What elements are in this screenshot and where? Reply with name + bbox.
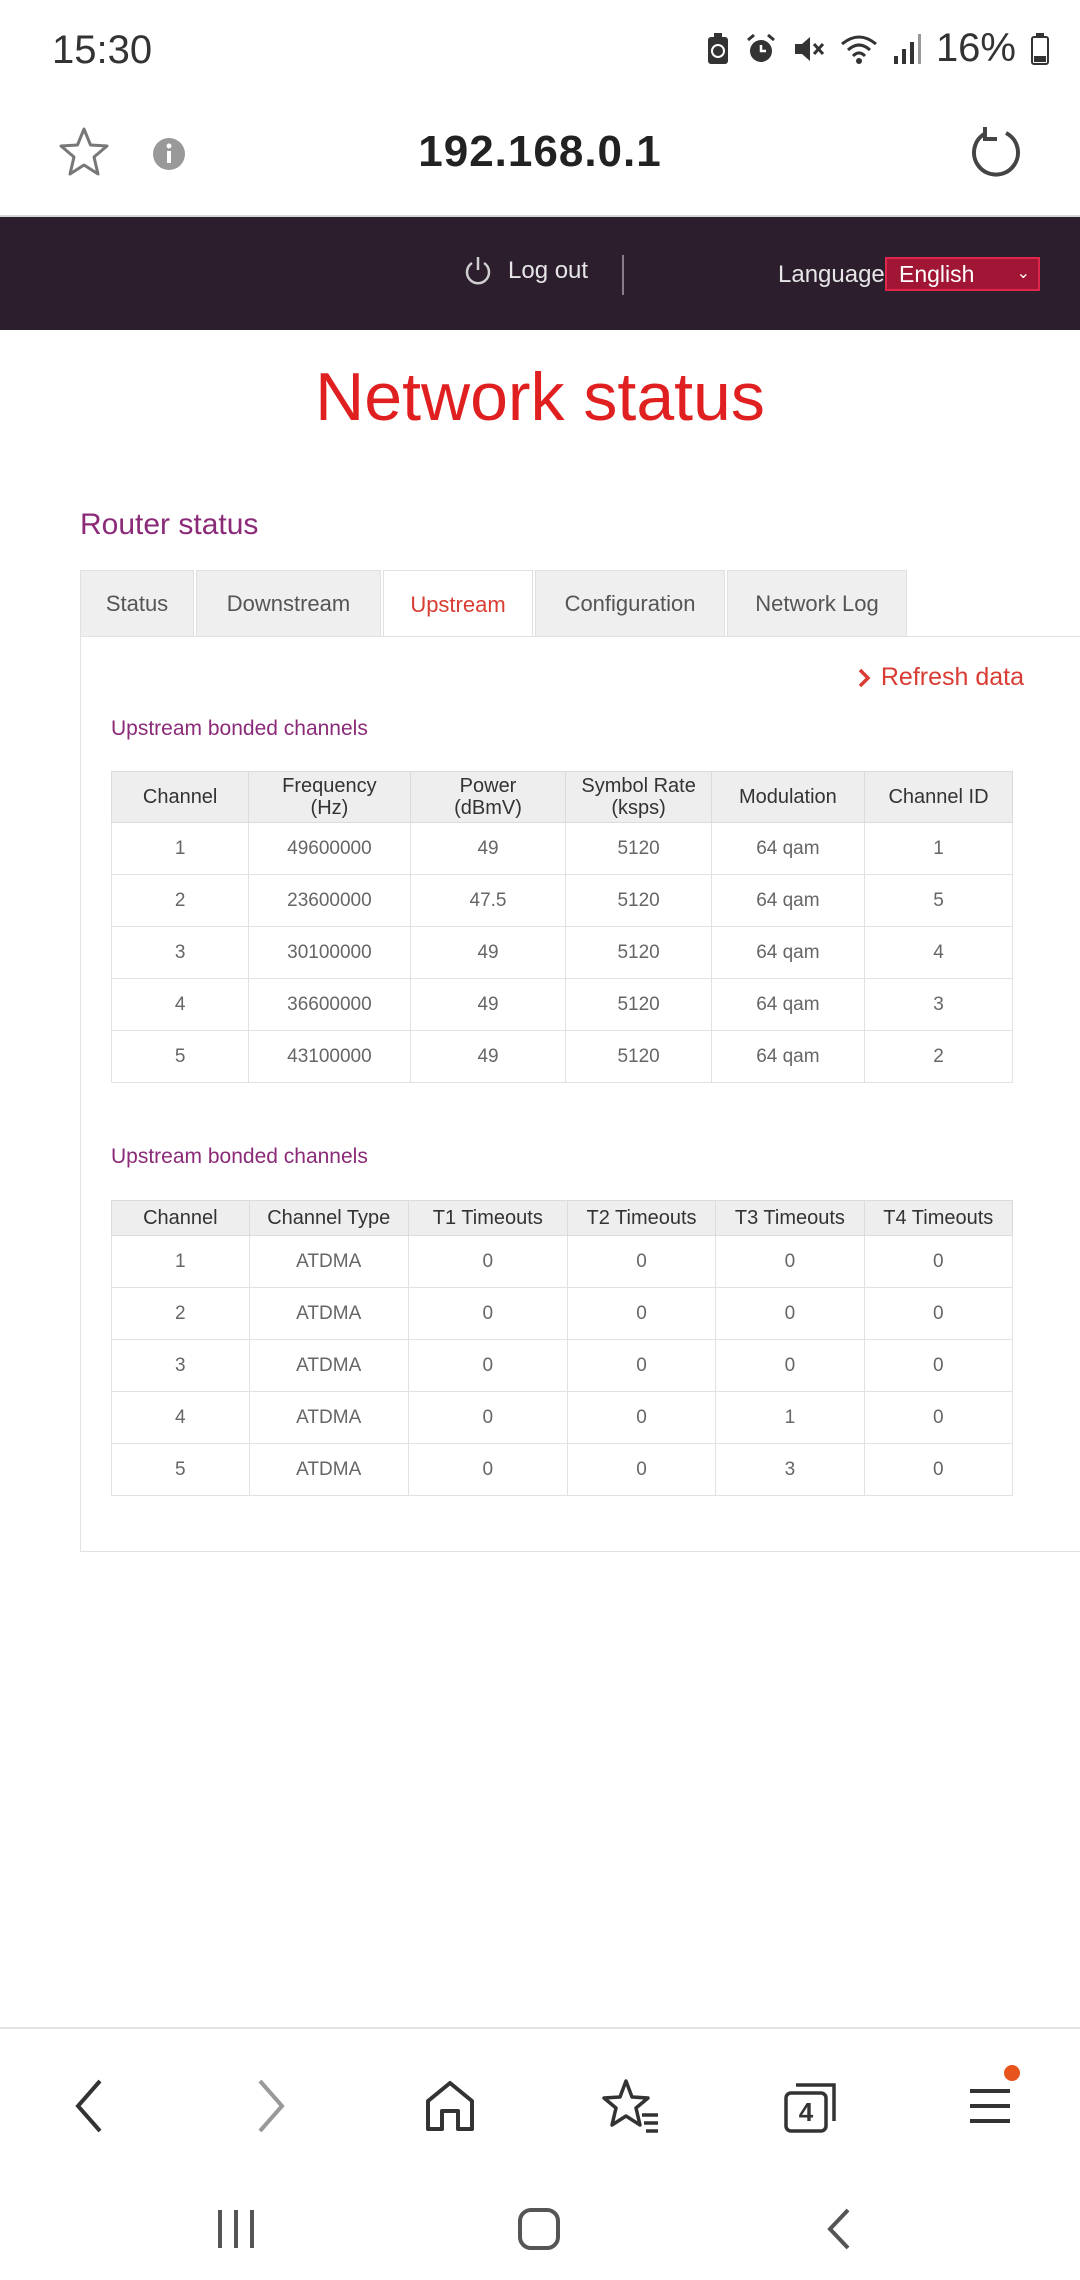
battery-icon bbox=[1030, 32, 1050, 66]
system-home-icon[interactable] bbox=[514, 2204, 564, 2254]
table-cell: 64 qam bbox=[711, 979, 864, 1031]
column-header bbox=[566, 772, 711, 823]
page-title: Network status bbox=[315, 359, 765, 435]
table-cell: 0 bbox=[567, 1340, 715, 1392]
table-cell: 64 qam bbox=[711, 1031, 864, 1083]
column-header bbox=[112, 772, 249, 823]
table-cell: 0 bbox=[567, 1288, 715, 1340]
table-cell: 3 bbox=[112, 927, 249, 979]
table-cell: 0 bbox=[864, 1444, 1012, 1496]
table-cell: ATDMA bbox=[249, 1392, 408, 1444]
language-label: Language bbox=[778, 261, 885, 288]
language-value: English bbox=[899, 261, 975, 287]
table-cell: 0 bbox=[408, 1392, 567, 1444]
table-cell: 23600000 bbox=[249, 875, 410, 927]
column-header-text: Power bbox=[459, 775, 517, 797]
table-cell: 47.5 bbox=[410, 875, 566, 927]
browser-bottom-nav bbox=[0, 2027, 1080, 2184]
table-cell: 1 bbox=[865, 823, 1013, 875]
column-header bbox=[249, 772, 410, 823]
forward-icon[interactable] bbox=[246, 2071, 296, 2141]
table-cell: ATDMA bbox=[249, 1444, 408, 1496]
table-cell: 0 bbox=[864, 1288, 1012, 1340]
reload-icon[interactable] bbox=[966, 123, 1026, 183]
table-row bbox=[112, 875, 1013, 927]
status-icons bbox=[706, 26, 1050, 71]
browser-url-bar bbox=[0, 105, 1080, 217]
tabs-button[interactable] bbox=[780, 2071, 840, 2141]
table-row bbox=[112, 1340, 1013, 1392]
system-back-icon[interactable] bbox=[818, 2204, 858, 2254]
table-cell: 1 bbox=[112, 823, 249, 875]
column-header-text: Channel ID bbox=[888, 786, 989, 808]
table-header-row bbox=[112, 1201, 1013, 1236]
tab-upstream[interactable]: Upstream bbox=[383, 570, 533, 638]
table-cell: 0 bbox=[864, 1392, 1012, 1444]
column-header bbox=[410, 772, 566, 823]
upstream-timeouts-table bbox=[111, 1200, 1013, 1496]
recent-apps-icon[interactable] bbox=[214, 2204, 258, 2254]
column-header bbox=[711, 772, 864, 823]
table-cell: 49 bbox=[410, 979, 566, 1031]
logout-label: Log out bbox=[508, 257, 589, 284]
tab-bar bbox=[80, 570, 909, 636]
table-row bbox=[112, 927, 1013, 979]
tab-configuration[interactable]: Configuration bbox=[535, 570, 725, 636]
table-cell: 4 bbox=[112, 1392, 250, 1444]
alarm-icon bbox=[744, 32, 778, 66]
table-cell: 30100000 bbox=[249, 927, 410, 979]
table-cell: 64 qam bbox=[711, 927, 864, 979]
table-cell: 49 bbox=[410, 823, 566, 875]
language-select[interactable] bbox=[885, 257, 1040, 291]
table-cell: 4 bbox=[112, 979, 249, 1031]
table-cell: 3 bbox=[865, 979, 1013, 1031]
menu-icon bbox=[966, 2071, 1016, 2141]
system-nav-bar bbox=[0, 2182, 1080, 2280]
table-cell: 1 bbox=[112, 1236, 250, 1288]
table-cell: 0 bbox=[716, 1340, 864, 1392]
table-cell: 3 bbox=[716, 1444, 864, 1496]
tab-count: 4 bbox=[798, 2097, 814, 2127]
column-header-text: (ksps) bbox=[611, 797, 666, 819]
table-cell: 5120 bbox=[566, 979, 711, 1031]
mute-icon bbox=[792, 32, 826, 66]
battery-saver-icon bbox=[706, 32, 730, 66]
upstream-channels-table bbox=[111, 771, 1013, 1083]
column-header-text: T3 Timeouts bbox=[734, 1207, 845, 1229]
table-header-row bbox=[112, 772, 1013, 823]
table-row bbox=[112, 979, 1013, 1031]
status-time: 15:30 bbox=[52, 28, 153, 72]
table-cell: 2 bbox=[112, 1288, 250, 1340]
tab-network-log[interactable]: Network Log bbox=[727, 570, 907, 636]
signal-icon bbox=[892, 32, 922, 66]
column-header bbox=[249, 1201, 408, 1236]
column-header-text: T4 Timeouts bbox=[883, 1207, 994, 1229]
refresh-label: Refresh data bbox=[880, 663, 1024, 691]
table-cell: 49 bbox=[410, 1031, 566, 1083]
table-cell: 3 bbox=[112, 1340, 250, 1392]
table-cell: 2 bbox=[865, 1031, 1013, 1083]
wifi-icon bbox=[840, 32, 878, 66]
column-header bbox=[865, 772, 1013, 823]
upstream-panel bbox=[80, 636, 1080, 1552]
tab-downstream[interactable]: Downstream bbox=[196, 570, 381, 636]
table-row bbox=[112, 1444, 1013, 1496]
column-header-text: Channel bbox=[143, 1207, 218, 1229]
table-cell: 5 bbox=[112, 1444, 250, 1496]
back-icon[interactable] bbox=[64, 2071, 114, 2141]
table-cell: 5 bbox=[112, 1031, 249, 1083]
url-text[interactable]: 192.168.0.1 bbox=[418, 127, 662, 176]
table-cell: 49 bbox=[410, 927, 566, 979]
table-cell: ATDMA bbox=[249, 1288, 408, 1340]
table-cell: 2 bbox=[112, 875, 249, 927]
table-row bbox=[112, 1236, 1013, 1288]
logout-button[interactable] bbox=[462, 255, 588, 287]
table-cell: 1 bbox=[716, 1392, 864, 1444]
router-header bbox=[0, 217, 1080, 330]
table-cell: 0 bbox=[567, 1392, 715, 1444]
column-header bbox=[567, 1201, 715, 1236]
battery-percent: 16% bbox=[935, 26, 1016, 70]
column-header-text: T1 Timeouts bbox=[432, 1207, 543, 1229]
table-cell: 64 qam bbox=[711, 823, 864, 875]
table-row bbox=[112, 1288, 1013, 1340]
header-divider bbox=[622, 255, 624, 295]
notification-dot bbox=[1004, 2065, 1020, 2081]
section-title: Router status bbox=[80, 508, 259, 541]
table-cell: 0 bbox=[716, 1236, 864, 1288]
column-header-text: Modulation bbox=[738, 786, 837, 808]
table-cell: 0 bbox=[567, 1444, 715, 1496]
status-bar bbox=[0, 0, 1080, 105]
column-header bbox=[112, 1201, 250, 1236]
column-header-text: Frequency bbox=[282, 775, 377, 797]
column-header-text: Channel bbox=[142, 786, 218, 808]
column-header-text: Symbol Rate bbox=[581, 775, 696, 797]
table-row bbox=[112, 1031, 1013, 1083]
table-cell: ATDMA bbox=[249, 1340, 408, 1392]
table-cell: 5120 bbox=[566, 875, 711, 927]
refresh-data-link[interactable] bbox=[857, 663, 1024, 692]
column-header bbox=[408, 1201, 567, 1236]
table-cell: 0 bbox=[408, 1340, 567, 1392]
column-header-text: (dBmV) bbox=[454, 797, 522, 819]
table-row bbox=[112, 823, 1013, 875]
table-cell: 43100000 bbox=[249, 1031, 410, 1083]
table-cell: 4 bbox=[865, 927, 1013, 979]
table-cell: 0 bbox=[716, 1288, 864, 1340]
chevron-right-icon bbox=[857, 667, 873, 689]
table-cell: 49600000 bbox=[249, 823, 410, 875]
table-cell: 36600000 bbox=[249, 979, 410, 1031]
table-cell: ATDMA bbox=[249, 1236, 408, 1288]
table-cell: 64 qam bbox=[711, 875, 864, 927]
chevron-down-icon: ⌄ bbox=[1016, 265, 1030, 282]
column-header bbox=[864, 1201, 1012, 1236]
menu-button[interactable] bbox=[966, 2071, 1016, 2141]
column-header-text: Channel Type bbox=[267, 1207, 391, 1229]
column-header bbox=[716, 1201, 864, 1236]
column-header-text: (Hz) bbox=[310, 797, 349, 819]
table-cell: 0 bbox=[408, 1444, 567, 1496]
table-cell: 5120 bbox=[566, 1031, 711, 1083]
table-cell: 0 bbox=[408, 1288, 567, 1340]
table-cell: 5 bbox=[865, 875, 1013, 927]
power-icon bbox=[462, 255, 494, 287]
table-cell: 0 bbox=[408, 1236, 567, 1288]
table-cell: 5120 bbox=[566, 823, 711, 875]
bookmarks-icon[interactable] bbox=[598, 2071, 662, 2141]
table1-title: Upstream bonded channels bbox=[111, 717, 368, 740]
table2-title: Upstream bonded channels bbox=[111, 1145, 368, 1168]
table-cell: 0 bbox=[864, 1236, 1012, 1288]
table-cell: 0 bbox=[864, 1340, 1012, 1392]
table-row bbox=[112, 1392, 1013, 1444]
table-cell: 0 bbox=[567, 1236, 715, 1288]
tab-status[interactable]: Status bbox=[80, 570, 194, 636]
home-icon[interactable] bbox=[420, 2071, 480, 2141]
column-header-text: T2 Timeouts bbox=[586, 1207, 697, 1229]
table-cell: 5120 bbox=[566, 927, 711, 979]
